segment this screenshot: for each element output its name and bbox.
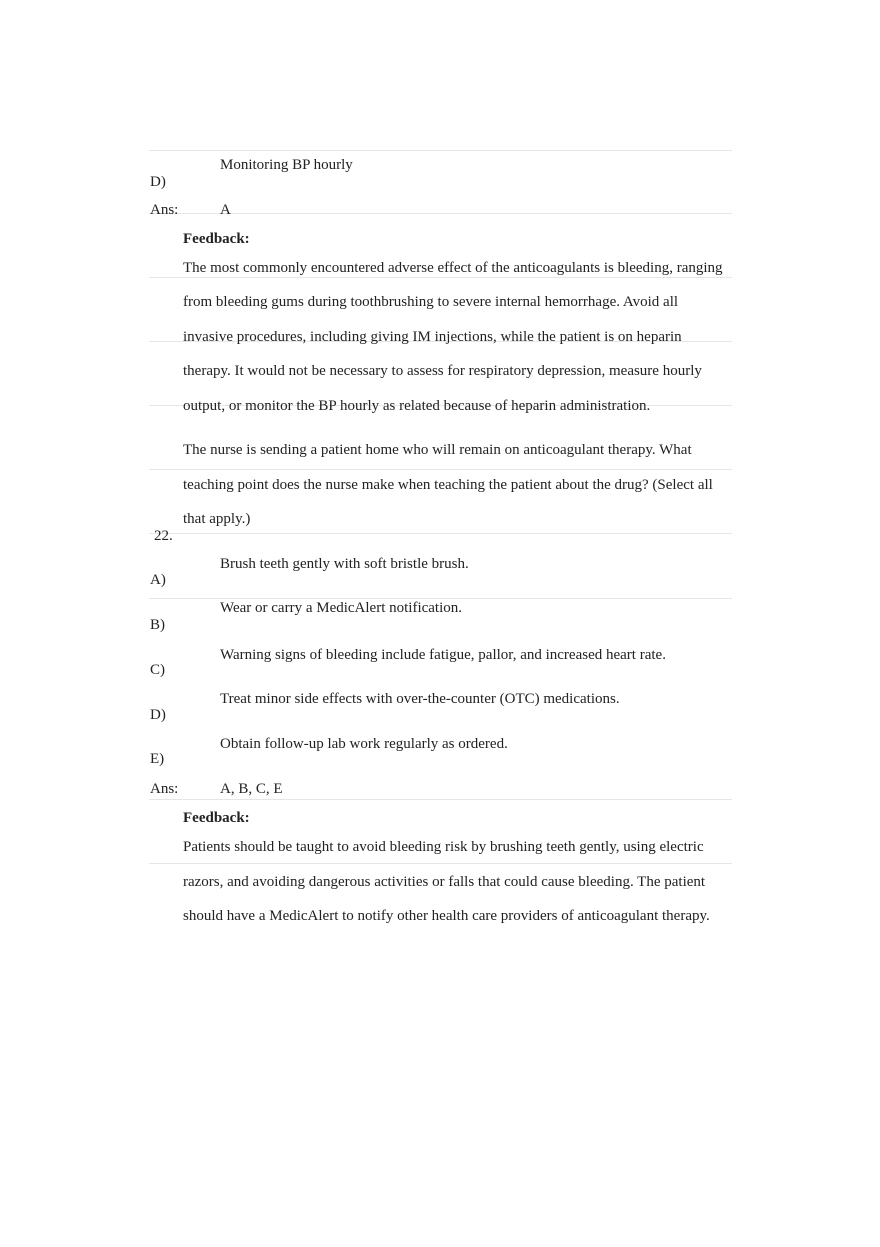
- q22-ans-value: A, B, C, E: [220, 781, 283, 797]
- q22-number: 22.: [154, 528, 173, 544]
- q22-feedback-label: Feedback:: [183, 810, 250, 826]
- q22-option-c-text: Warning signs of bleeding include fatigue, pallor, and increased heart rate.: [220, 647, 666, 663]
- q22-question-line: that apply.): [183, 511, 251, 527]
- q22-option-e-text: Obtain follow-up lab work regularly as ordered.: [220, 736, 508, 752]
- q21-ans-label: Ans:: [150, 202, 179, 218]
- q22-feedback-line: razors, and avoiding dangerous activities or falls that could cause bleeding. The patient: [183, 874, 706, 890]
- table-rule: [149, 863, 732, 864]
- q22-option-c-label: C): [150, 662, 165, 678]
- q21-feedback-line: therapy. It would not be necessary to assess for respiratory depression, measure hourly: [183, 363, 702, 379]
- table-rule: [149, 469, 732, 470]
- q22-option-b-label: B): [150, 617, 165, 633]
- table-rule: [149, 799, 732, 800]
- q21-feedback-line: output, or monitor the BP hourly as related because of heparin administration.: [183, 398, 651, 414]
- q22-option-e-label: E): [150, 751, 165, 767]
- q21-feedback-line: from bleeding gums during toothbrushing to severe internal hemorrhage. Avoid all: [183, 294, 679, 310]
- q22-feedback-line: Patients should be taught to avoid bleeding risk by brushing teeth gently, using electric: [183, 839, 704, 855]
- q22-feedback-line: should have a MedicAlert to notify other health care providers of anticoagulant therapy.: [183, 908, 710, 924]
- q22-ans-label: Ans:: [150, 781, 179, 797]
- q22-option-d-text: Treat minor side effects with over-the-counter (OTC) medications.: [220, 691, 620, 707]
- table-rule: [149, 277, 732, 278]
- q21-option-d-text: Monitoring BP hourly: [220, 157, 353, 173]
- q22-option-a-text: Brush teeth gently with soft bristle brush.: [220, 556, 469, 572]
- table-rule: [149, 213, 732, 214]
- table-rule: [149, 150, 732, 151]
- q22-option-b-text: Wear or carry a MedicAlert notification.: [220, 600, 463, 616]
- q21-option-d-label: D): [150, 174, 166, 190]
- q21-feedback-line: invasive procedures, including giving IM injections, while the patient is on heparin: [183, 329, 682, 345]
- q22-option-a-label: A): [150, 572, 166, 588]
- q21-ans-value: A: [220, 202, 231, 218]
- q21-feedback-label: Feedback:: [183, 231, 250, 247]
- q22-option-d-label: D): [150, 707, 166, 723]
- q22-question-line: The nurse is sending a patient home who will remain on anticoagulant therapy. What: [183, 442, 692, 458]
- q21-feedback-line: The most commonly encountered adverse effect of the anticoagulants is bleeding, ranging: [183, 260, 723, 276]
- q22-question-line: teaching point does the nurse make when teaching the patient about the drug? (Select all: [183, 477, 713, 493]
- table-rule: [149, 533, 732, 534]
